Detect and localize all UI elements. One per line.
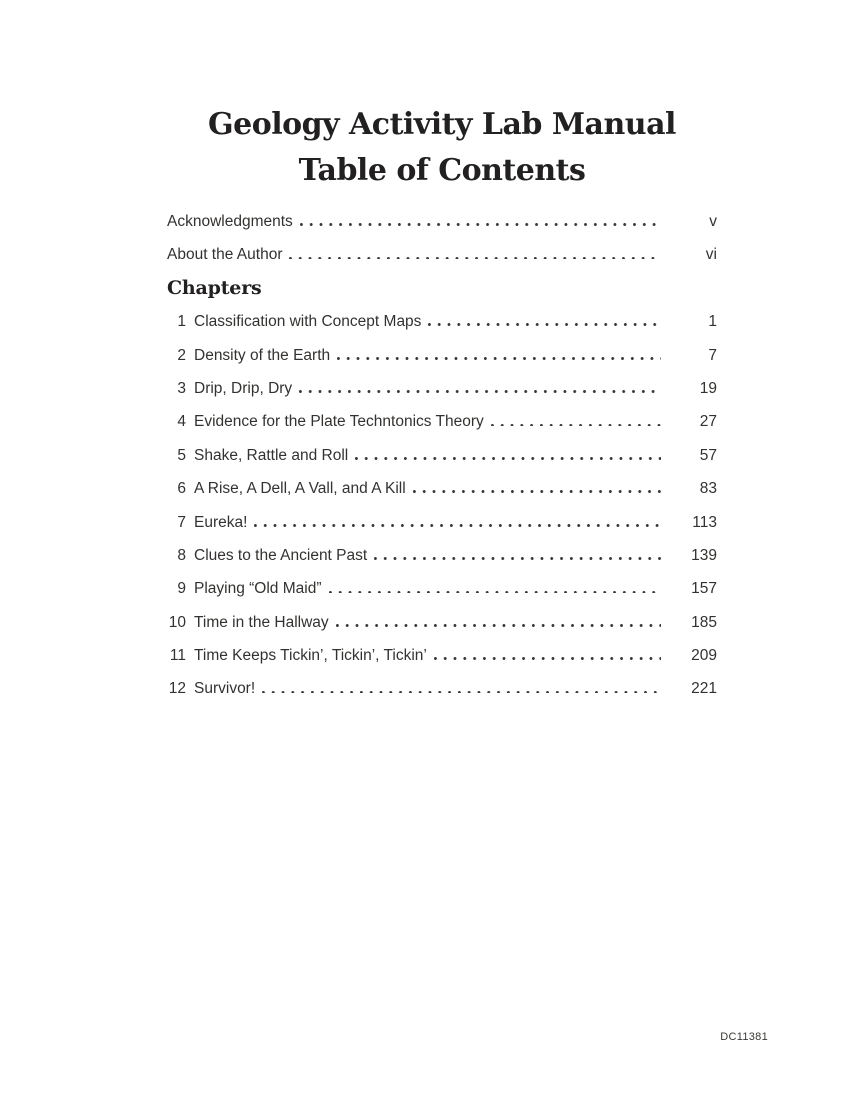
dot-leader: [413, 490, 661, 493]
page-number: 83: [699, 480, 717, 498]
chapter-number: 5: [177, 446, 186, 464]
page-number: 1: [708, 313, 717, 331]
chapter-number: 8: [177, 546, 186, 564]
chapter-title: Eureka!: [194, 513, 248, 531]
dot-leader: [337, 357, 661, 360]
page-number: 57: [699, 446, 717, 464]
chapter-number: 6: [177, 480, 186, 498]
page-number: v: [709, 213, 717, 230]
chapter-title: Survivor!: [194, 680, 256, 698]
chapter-title: A Rise, A Dell, A Vall, and A Kill: [194, 480, 406, 498]
chapter-number: 1: [177, 313, 186, 331]
toc-entry-chapter-8: [167, 539, 717, 572]
toc-entry-chapter-7: [167, 506, 717, 539]
chapter-title: Evidence for the Plate Techntonics Theory: [194, 413, 484, 431]
toc-entry-chapter-5: [167, 439, 717, 472]
toc-entry-chapter-6: [167, 472, 717, 505]
chapter-number: 2: [177, 346, 186, 364]
toc-entry-acknowledgments: [167, 205, 717, 238]
toc-entry-chapter-9: [167, 572, 717, 605]
dot-leader: [262, 691, 661, 694]
toc-title: Table of Contents: [298, 153, 586, 188]
page-number: 157: [691, 580, 717, 598]
page-number: 7: [708, 346, 717, 364]
chapter-title: Classification with Concept Maps: [194, 313, 422, 331]
manual-title: Geology Activity Lab Manual: [208, 107, 676, 142]
chapter-title: Time in the Hallway: [194, 613, 329, 631]
chapters-heading-label: Chapters: [167, 276, 262, 299]
toc-entry-chapter-10: [167, 606, 717, 639]
page-number: 185: [691, 613, 717, 631]
dot-leader: [329, 591, 662, 594]
toc-entry-chapter-11: [167, 639, 717, 672]
chapter-number: 7: [177, 513, 186, 531]
toc-entry-chapter-4: [167, 405, 717, 438]
toc-entry-label: About the Author: [167, 246, 283, 264]
page-number: vi: [705, 246, 717, 264]
chapter-title: Clues to the Ancient Past: [194, 546, 368, 564]
dot-leader: [299, 390, 661, 393]
toc-entry-chapter-3: [167, 372, 717, 405]
chapter-title: Time Keeps Tickin’, Tickin’, Tickin’: [194, 647, 427, 665]
dot-leader: [491, 424, 661, 427]
page-number: 221: [691, 680, 717, 698]
chapter-title: Shake, Rattle and Roll: [194, 446, 349, 464]
chapter-title: Drip, Drip, Dry: [194, 379, 293, 397]
chapter-title: Playing “Old Maid”: [194, 580, 322, 598]
toc-entry-chapter-2: [167, 339, 717, 372]
page-title: [167, 102, 717, 194]
toc-entry-chapter-1: [167, 305, 717, 338]
table-of-contents: [167, 205, 717, 706]
page-number: 139: [691, 546, 717, 564]
page-number: 209: [691, 647, 717, 665]
chapter-title: Density of the Earth: [194, 346, 331, 364]
dot-leader: [254, 524, 661, 527]
toc-entry-about-the-author: [167, 238, 717, 271]
chapter-number: 4: [177, 413, 186, 431]
dot-leader: [300, 223, 661, 226]
toc-entry-chapter-12: [167, 672, 717, 705]
page-number: 113: [692, 513, 717, 531]
dot-leader: [336, 624, 661, 627]
chapter-number: 11: [169, 647, 186, 665]
dot-leader: [374, 557, 661, 560]
dot-leader: [428, 323, 661, 326]
dot-leader: [289, 257, 661, 260]
chapter-number: 9: [177, 580, 186, 598]
toc-entry-label: Acknowledgments: [167, 213, 293, 230]
dot-leader: [434, 657, 661, 660]
chapter-number: 3: [177, 379, 186, 397]
page-number: 27: [699, 413, 717, 431]
dot-leader: [355, 457, 661, 460]
chapter-number: 12: [168, 680, 186, 698]
page-number: 19: [699, 379, 717, 397]
chapter-number: 10: [168, 613, 186, 631]
chapters-section-heading: [167, 272, 717, 305]
document-code: DC11381: [720, 1031, 768, 1043]
